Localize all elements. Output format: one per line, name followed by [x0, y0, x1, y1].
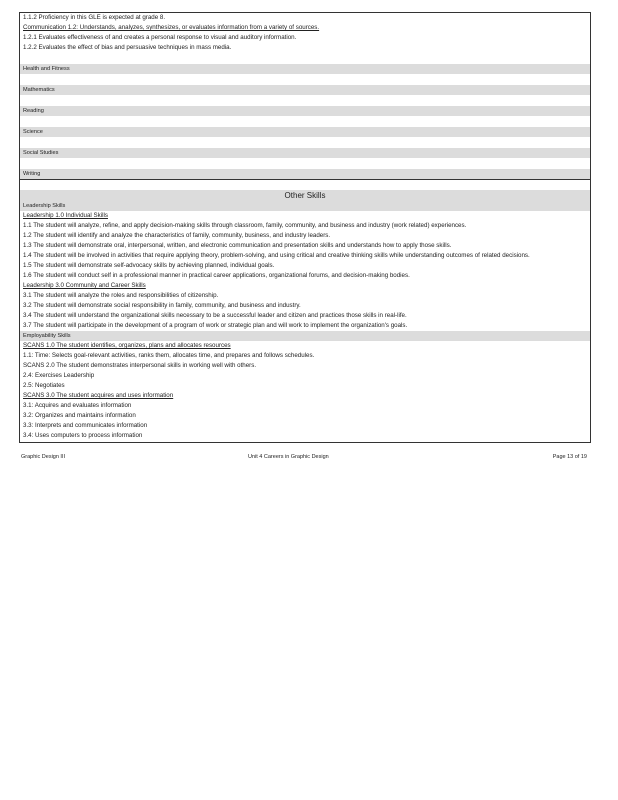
text-line: 1.5 The student will demonstrate self-advocacy skills by achieving planned, individual goals. [23, 262, 275, 269]
standards-table [19, 12, 591, 443]
leadership-skills-heading: Leadership Skills [20, 201, 590, 211]
text-line: 1.6 The student will conduct self in a professional manner in practical career applications, organizational forums, and decision-making bodies. [23, 272, 410, 279]
text-line: 1.2.1 Evaluates effectiveness of and creates a personal response to visual and auditory information. [23, 34, 297, 41]
text-line: SCANS 2.0 The student demonstrates interpersonal skills in working well with others. [23, 362, 257, 369]
text-line: 3.7 The student will participate in the development of a program of work or strategic plan and will work to implement the organization's goals. [23, 322, 408, 329]
text-line: 2.5: Negotiates [23, 382, 65, 389]
footer-course: Graphic Design III [21, 454, 66, 460]
text-line: 1.1: Time: Selects goal-relevant activities, ranks them, allocates time, and prepares and follows schedules. [23, 352, 315, 359]
text-line: 1.2.2 Evaluates the effect of bias and persuasive techniques in mass media. [23, 44, 232, 51]
text-line: 3.4 The student will understand the organizational skills necessary to be a successful leader and citizen and practices those skills in real-life. [23, 312, 407, 319]
leadership-skills-list [20, 211, 590, 331]
text-line: 2.4: Exercises Leadership [23, 372, 95, 379]
text-line: 1.3 The student will demonstrate oral, interpersonal, written, and electronic communication and presentation skills and understands how to apply those skills. [23, 242, 452, 249]
employability-skills-list [20, 341, 590, 441]
subject-heading: Reading [20, 106, 590, 116]
footer-page-number: Page 13 of 19 [552, 454, 587, 460]
text-line: 3.1 The student will analyze the roles and responsibilities of citizenship. [23, 292, 219, 299]
subject-heading: Mathematics [20, 85, 590, 95]
text-line: 1.1.2 Proficiency in this GLE is expected at grade 8. [23, 14, 166, 21]
communication-standards [20, 13, 590, 53]
text-line: Communication 1.2: Understands, analyzes, synthesizes, or evaluates information from a variety of sources. [23, 24, 320, 31]
text-line: SCANS 3.0 The student acquires and uses information [23, 392, 174, 399]
text-line: Leadership 3.0 Community and Career Skills [23, 282, 146, 289]
footer-unit: Unit 4 Careers in Graphic Design [248, 454, 329, 460]
text-line: 3.2: Organizes and maintains information [23, 412, 136, 419]
subject-heading: Writing [20, 169, 590, 179]
text-line: Leadership 1.0 Individual Skills [23, 212, 108, 219]
text-line: 1.1 The student will analyze, refine, and apply decision-making skills through classroom, family, community, and business and industry (work related) experiences. [23, 222, 467, 229]
text-line: 3.4: Uses computers to process information [23, 432, 143, 439]
subject-heading: Health and Fitness [20, 64, 590, 74]
other-skills-heading: Other Skills [20, 190, 590, 201]
employability-skills-heading: Employability Skills [20, 331, 590, 341]
text-line: 3.3: Interprets and communicates information [23, 422, 148, 429]
text-line: SCANS 1.0 The student identifies, organizes, plans and allocates resources [23, 342, 231, 349]
document-page [19, 12, 591, 443]
text-line: 3.1: Acquires and evaluates information [23, 402, 132, 409]
text-line: 3.2 The student will demonstrate social responsibility in family, community, and business and industry. [23, 302, 301, 309]
page-footer [21, 453, 587, 461]
text-line: 1.4 The student will be involved in activities that require applying theory, problem-solving, and using critical and creative thinking skills while understanding outcomes of related decisions. [23, 252, 530, 259]
text-line: 1.2 The student will identify and analyze the characteristics of family, community, business, and industry leaders. [23, 232, 331, 239]
subject-heading: Social Studies [20, 148, 590, 158]
subject-list [20, 64, 590, 179]
subject-heading: Science [20, 127, 590, 137]
